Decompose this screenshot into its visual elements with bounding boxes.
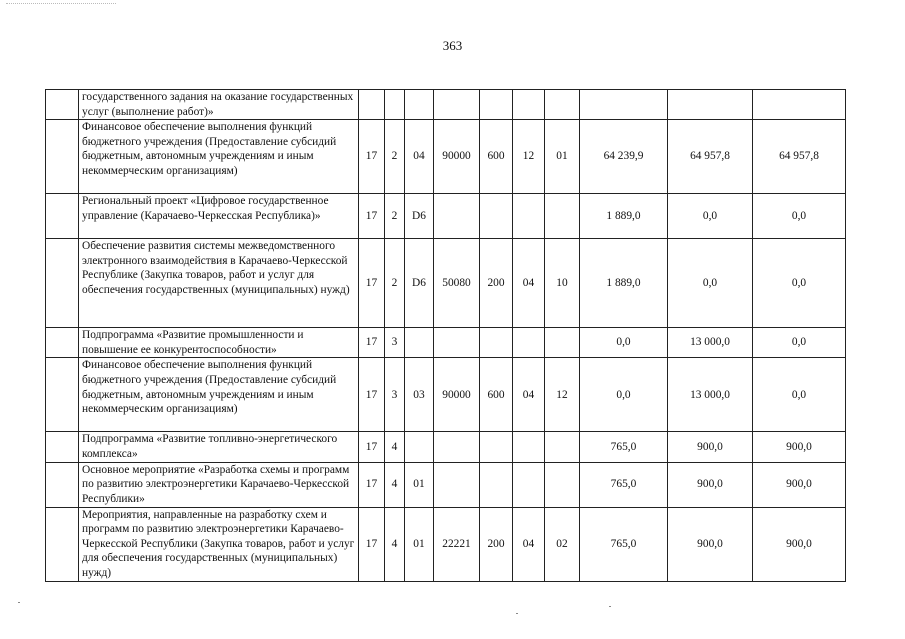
ministry-code-cell: 17 xyxy=(359,239,385,328)
amount-year-2-cell: 0,0 xyxy=(668,194,753,239)
amount-year-3-cell: 0,0 xyxy=(753,239,846,328)
expense-type-cell xyxy=(480,328,513,358)
subsection-cell xyxy=(545,90,580,120)
direction-code-cell xyxy=(434,90,480,120)
ministry-code-cell: 17 xyxy=(359,120,385,194)
subsection-cell xyxy=(545,194,580,239)
subsection-cell xyxy=(545,462,580,507)
program-code-cell: 4 xyxy=(385,462,405,507)
scan-speck xyxy=(516,613,518,614)
amount-year-2-cell: 13 000,0 xyxy=(668,328,753,358)
section-cell xyxy=(513,194,545,239)
amount-year-1-cell: 1 889,0 xyxy=(580,194,668,239)
amount-year-1-cell: 64 239,9 xyxy=(580,120,668,194)
section-cell xyxy=(513,432,545,462)
budget-table xyxy=(45,89,846,582)
amount-year-1-cell: 765,0 xyxy=(580,432,668,462)
amount-year-3-cell: 0,0 xyxy=(753,328,846,358)
subsection-cell xyxy=(545,432,580,462)
item-name-cell: Региональный проект «Цифровое государственное управление (Карачаево-Черкесская Республика)» xyxy=(79,194,359,239)
program-code-cell: 2 xyxy=(385,194,405,239)
section-cell xyxy=(513,462,545,507)
ministry-code-cell: 17 xyxy=(359,328,385,358)
table-row xyxy=(46,120,846,194)
section-cell: 04 xyxy=(513,239,545,328)
amount-year-2-cell: 0,0 xyxy=(668,239,753,328)
program-code-cell: 2 xyxy=(385,120,405,194)
subprogram-code-cell xyxy=(405,328,434,358)
page-number: 363 xyxy=(442,38,463,53)
row-number-cell xyxy=(46,507,79,581)
row-number-cell xyxy=(46,90,79,120)
amount-year-3-cell xyxy=(753,90,846,120)
item-name-cell: Подпрограмма «Развитие топливно-энергетического комплекса» xyxy=(79,432,359,462)
section-cell xyxy=(513,328,545,358)
expense-type-cell: 600 xyxy=(480,120,513,194)
item-name-cell: Финансовое обеспечение выполнения функций бюджетного учреждения (Предоставление субсидий бюджетным, автономным учреждениям и иным некоммерческим организациям) xyxy=(79,120,359,194)
expense-type-cell xyxy=(480,194,513,239)
amount-year-3-cell: 900,0 xyxy=(753,507,846,581)
scan-edge-mark xyxy=(6,3,116,5)
expense-type-cell: 200 xyxy=(480,239,513,328)
table-row xyxy=(46,462,846,507)
expense-type-cell xyxy=(480,90,513,120)
table-row xyxy=(46,90,846,120)
direction-code-cell xyxy=(434,194,480,239)
amount-year-3-cell: 64 957,8 xyxy=(753,120,846,194)
section-cell: 04 xyxy=(513,358,545,432)
amount-year-1-cell: 765,0 xyxy=(580,462,668,507)
section-cell: 12 xyxy=(513,120,545,194)
expense-type-cell xyxy=(480,462,513,507)
program-code-cell: 3 xyxy=(385,328,405,358)
scan-speck xyxy=(609,606,611,607)
table-row xyxy=(46,194,846,239)
subsection-cell: 10 xyxy=(545,239,580,328)
direction-code-cell: 50080 xyxy=(434,239,480,328)
row-number-cell xyxy=(46,194,79,239)
table-row xyxy=(46,239,846,328)
amount-year-1-cell: 0,0 xyxy=(580,328,668,358)
subprogram-code-cell: 01 xyxy=(405,507,434,581)
ministry-code-cell: 17 xyxy=(359,194,385,239)
item-name-cell: Основное мероприятие «Разработка схемы и программ по развитию электроэнергетики Карачаево-Черкесской Республики» xyxy=(79,462,359,507)
subprogram-code-cell xyxy=(405,90,434,120)
row-number-cell xyxy=(46,358,79,432)
direction-code-cell: 90000 xyxy=(434,358,480,432)
amount-year-3-cell: 0,0 xyxy=(753,194,846,239)
subprogram-code-cell: 03 xyxy=(405,358,434,432)
amount-year-2-cell: 900,0 xyxy=(668,432,753,462)
subprogram-code-cell: D6 xyxy=(405,194,434,239)
subprogram-code-cell: D6 xyxy=(405,239,434,328)
amount-year-2-cell: 64 957,8 xyxy=(668,120,753,194)
subsection-cell: 02 xyxy=(545,507,580,581)
amount-year-1-cell: 765,0 xyxy=(580,507,668,581)
expense-type-cell: 600 xyxy=(480,358,513,432)
subprogram-code-cell: 01 xyxy=(405,462,434,507)
ministry-code-cell: 17 xyxy=(359,462,385,507)
row-number-cell xyxy=(46,432,79,462)
direction-code-cell xyxy=(434,328,480,358)
amount-year-1-cell: 0,0 xyxy=(580,358,668,432)
item-name-cell: Финансовое обеспечение выполнения функций бюджетного учреждения (Предоставление субсидий бюджетным, автономным учреждениям и иным некоммерческим организациям) xyxy=(79,358,359,432)
direction-code-cell: 90000 xyxy=(434,120,480,194)
ministry-code-cell: 17 xyxy=(359,507,385,581)
amount-year-2-cell xyxy=(668,90,753,120)
table-row xyxy=(46,328,846,358)
table-body xyxy=(46,90,846,582)
table-row xyxy=(46,432,846,462)
section-cell: 04 xyxy=(513,507,545,581)
ministry-code-cell: 17 xyxy=(359,432,385,462)
direction-code-cell xyxy=(434,462,480,507)
table-row xyxy=(46,507,846,581)
table-row xyxy=(46,358,846,432)
row-number-cell xyxy=(46,328,79,358)
item-name-cell: Мероприятия, направленные на разработку схем и программ по развитию электроэнергетики Карачаево-Черкесской Республики (Закупка товаров, работ и услуг для обеспечения государственных (муниципальных) нужд) xyxy=(79,507,359,581)
subsection-cell: 01 xyxy=(545,120,580,194)
expense-type-cell xyxy=(480,432,513,462)
subsection-cell xyxy=(545,328,580,358)
ministry-code-cell: 17 xyxy=(359,358,385,432)
row-number-cell xyxy=(46,462,79,507)
scan-speck xyxy=(18,602,20,603)
direction-code-cell xyxy=(434,432,480,462)
program-code-cell: 4 xyxy=(385,507,405,581)
amount-year-2-cell: 900,0 xyxy=(668,507,753,581)
subsection-cell: 12 xyxy=(545,358,580,432)
ministry-code-cell xyxy=(359,90,385,120)
amount-year-3-cell: 900,0 xyxy=(753,432,846,462)
amount-year-1-cell: 1 889,0 xyxy=(580,239,668,328)
subprogram-code-cell: 04 xyxy=(405,120,434,194)
direction-code-cell: 22221 xyxy=(434,507,480,581)
program-code-cell: 4 xyxy=(385,432,405,462)
row-number-cell xyxy=(46,239,79,328)
expense-type-cell: 200 xyxy=(480,507,513,581)
subprogram-code-cell xyxy=(405,432,434,462)
row-number-cell xyxy=(46,120,79,194)
amount-year-1-cell xyxy=(580,90,668,120)
amount-year-3-cell: 0,0 xyxy=(753,358,846,432)
item-name-cell: государственного задания на оказание государственных услуг (выполнение работ)» xyxy=(79,90,359,120)
amount-year-2-cell: 13 000,0 xyxy=(668,358,753,432)
item-name-cell: Обеспечение развития системы межведомственного электронного взаимодействия в Карачаево-Черкесской Республике (Закупка товаров, работ и услуг для обеспечения государственных (муниципальных) нужд) xyxy=(79,239,359,328)
amount-year-2-cell: 900,0 xyxy=(668,462,753,507)
program-code-cell: 2 xyxy=(385,239,405,328)
item-name-cell: Подпрограмма «Развитие промышленности и повышение ее конкурентоспособности» xyxy=(79,328,359,358)
section-cell xyxy=(513,90,545,120)
program-code-cell xyxy=(385,90,405,120)
amount-year-3-cell: 900,0 xyxy=(753,462,846,507)
program-code-cell: 3 xyxy=(385,358,405,432)
